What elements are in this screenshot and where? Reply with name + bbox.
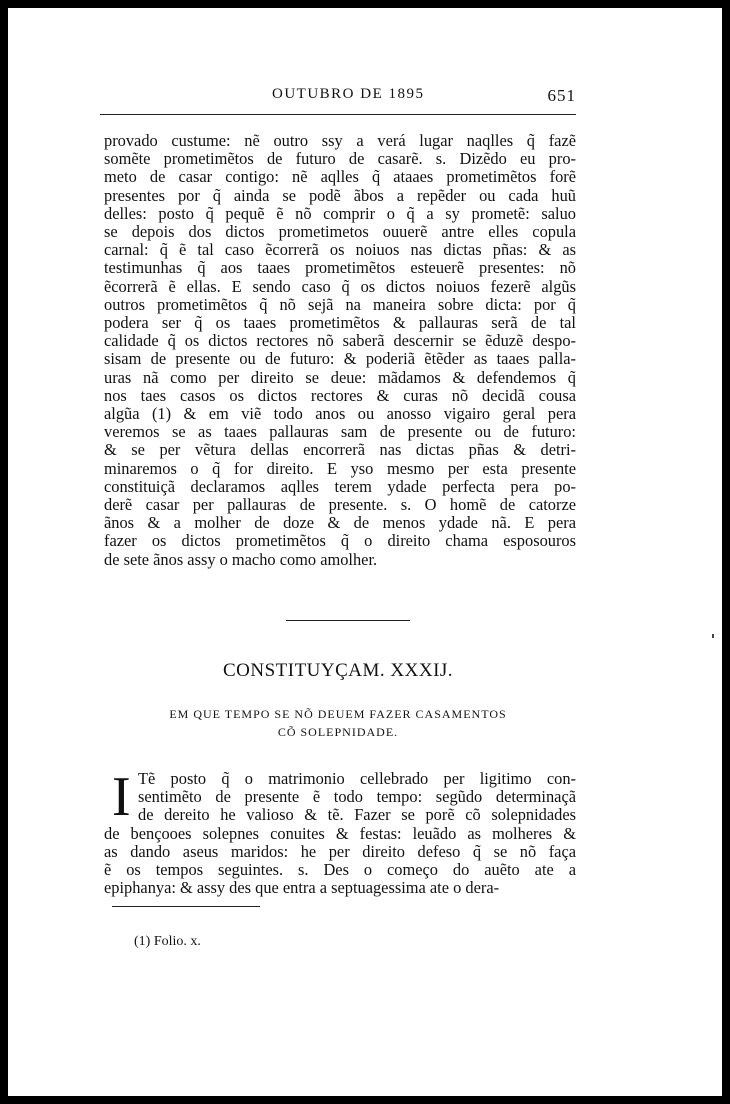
footnote: (1) Folio. x. xyxy=(134,934,201,949)
section-line: ẽ os tempos seguintes. s. Des o começo do auẽto ate a xyxy=(104,861,576,880)
page-number: 651 xyxy=(547,86,576,105)
body-text xyxy=(104,132,576,569)
body-line: outros prometimẽtos q̃ nõ sejã na maneira sobre dicta: por q̃ xyxy=(104,295,576,314)
body-line: & se per vẽtura dellas encorrerã nas dictas pñas & detri- xyxy=(104,441,576,460)
body-line: constituiçã declaramos aqlles terem ydade perfecta pera po- xyxy=(104,477,576,496)
body-line: podera ser q̃ os taaes prometimẽtos & pallauras serã de tal xyxy=(104,314,576,333)
section-line: Tẽ posto q̃ o matrimonio cellebrado per ligitimo con- xyxy=(138,770,576,788)
body-line: uras nã como per direito se deue: mãdamos & defendemos q̃ xyxy=(104,368,576,387)
section-subtitle-line-2: CÕ SOLEPNIDADE. xyxy=(277,725,399,739)
running-header xyxy=(100,86,576,112)
body-line: provado custume: nẽ outro ssy a verá lugar naqlles q̃ fazẽ xyxy=(104,132,576,150)
body-line: carnal: q̃ ẽ tal caso ẽcorrerã os noiuos nas dictas pñas: & as xyxy=(104,241,576,260)
section-subtitle xyxy=(100,705,576,741)
body-line: fazer os dictos prometimẽtos q̃ o direito chama esposouros xyxy=(104,532,576,551)
section-line: sentimẽto de presente ẽ todo tempo: segũdo determinaçã xyxy=(138,788,576,807)
footnote-rule xyxy=(112,906,260,907)
body-line: delles: posto q̃ pequẽ ẽ nõ comprir o q̃ a sy prometẽ: saluo xyxy=(104,204,576,223)
section-divider xyxy=(286,620,410,621)
body-line: de sete ãnos assy o macho como amolher. xyxy=(104,550,378,569)
drop-cap: I xyxy=(112,766,131,828)
body-line: meto de casar contigo: nẽ aqlles q̃ ataaes prometimẽtos forẽ xyxy=(104,168,576,187)
section-subtitle-line-1: EM QUE TEMPO SE NÕ DEUEM FAZER CASAMENTOS xyxy=(169,707,507,721)
edge-mark xyxy=(712,634,714,638)
body-line: se depois dos dictos prometimetos ouuerẽ antre elles copula xyxy=(104,223,576,242)
section-line: epiphanya: & assy des que entra a septuagessima ate o dera- xyxy=(104,879,500,898)
body-line: minaremos o q̃ for direito. E yso mesmo per esta presente xyxy=(104,459,576,478)
body-line: somẽte prometimẽtos de futuro de casarẽ. s. Dizẽdo eu pro- xyxy=(104,150,576,169)
section-line: de dereito he valioso & tẽ. Fazer se porẽ cõ solepnidades xyxy=(138,806,576,825)
body-line: sisam de presente ou de futuro: & poderiã ẽtẽder as taaes palla- xyxy=(104,350,576,369)
section-title: CONSTITUYÇAM. XXXIJ. xyxy=(222,660,454,681)
section-line: as dando aseus maridos: he per direito defeso q̃ se nõ faça xyxy=(104,842,576,861)
body-line: veremos se as taaes pallauras sam de presente ou de futuro: xyxy=(104,423,576,442)
body-line: ẽcorrerã ẽ ellas. E sendo caso q̃ os dictos noiuos fezerẽ algũs xyxy=(104,277,576,296)
header-rule xyxy=(100,114,576,115)
body-line: calidade q̃ os dictos rectores nõ saberã descernir se ẽduzẽ despo- xyxy=(104,332,576,351)
section-body xyxy=(104,766,576,898)
body-line: ãnos & a molher de doze & de menos ydade nã. E pera xyxy=(104,514,576,533)
body-line: presentes por q̃ ainda se podẽ ãbos a repẽder ou cada huũ xyxy=(104,186,576,205)
body-line: testimunhas q̃ aos taaes prometimẽtos esteuerẽ presentes: nõ xyxy=(104,259,576,278)
body-line: algũa (1) & em viẽ todo anos ou anosso vigairo geral pera xyxy=(104,405,576,424)
header-title: OUTUBRO DE 1895 xyxy=(272,86,425,102)
body-line: nos taes casos os dictos rectores & curas nõ decidã cousa xyxy=(104,386,576,405)
page xyxy=(8,8,722,1096)
body-line: derẽ casar per pallauras de presente. s. O homẽ de catorze xyxy=(104,496,576,515)
section-line: de bençooes solepnes conuites & festas: leuãdo as molheres & xyxy=(104,824,576,843)
